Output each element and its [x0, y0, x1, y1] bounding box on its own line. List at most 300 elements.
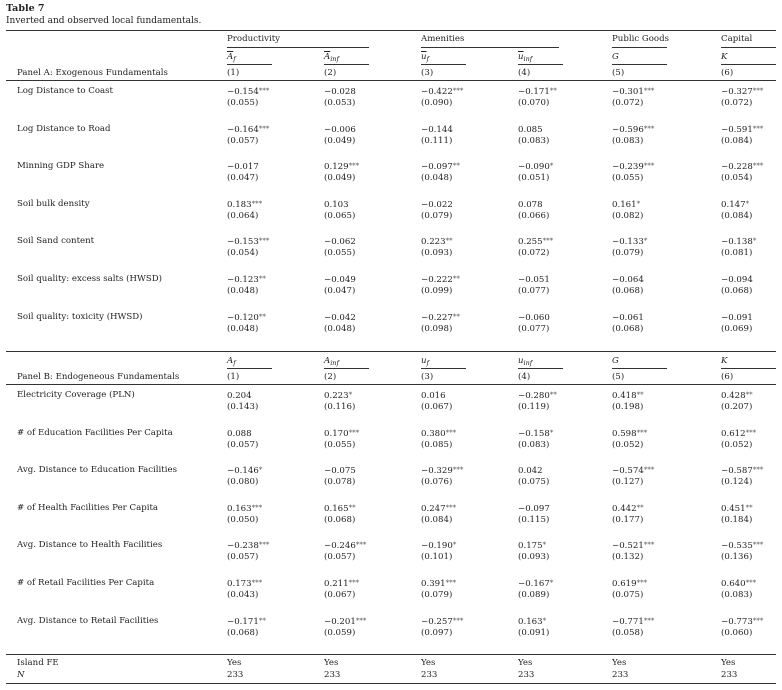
significance-stars: *** [752, 616, 764, 625]
coef-value: −0.075 [324, 466, 356, 477]
row-label: Log Distance to Coast [17, 86, 113, 96]
symbol-underline [324, 368, 369, 369]
coef-cell [518, 540, 546, 551]
footer-value: Yes [721, 658, 736, 668]
coef-value: 0.428 [721, 391, 746, 401]
se-cell: (0.072) [612, 98, 644, 108]
coef-value: 0.147 [721, 199, 746, 210]
coef-value: −0.327 [721, 87, 753, 97]
row-label: Log Distance to Road [17, 123, 111, 134]
se-cell: (0.076) [421, 477, 453, 488]
column-number: (1) [227, 68, 240, 78]
column-symbol: K [721, 52, 728, 62]
coef-cell [721, 465, 763, 476]
group-underline-productivity [227, 47, 369, 48]
coef-value: −0.329 [421, 466, 453, 477]
coef-cell [612, 312, 644, 323]
coef-value: −0.301 [612, 87, 644, 97]
group-header: Amenities [421, 34, 465, 44]
coef-cell [721, 503, 753, 514]
coef-cell [721, 390, 753, 401]
coef-cell [324, 199, 349, 210]
coef-value: −0.091 [721, 312, 753, 323]
footer-value: 233 [518, 670, 535, 680]
symbol-underline [227, 64, 272, 65]
se-cell: (0.083) [721, 590, 753, 600]
coef-value: −0.060 [518, 312, 550, 323]
symbol-underline [324, 64, 369, 65]
coef-cell [518, 274, 550, 285]
coef-cell [721, 274, 753, 285]
coef-cell [227, 274, 266, 285]
coef-cell [227, 465, 262, 476]
se-cell: (0.068) [721, 286, 753, 296]
coef-cell [612, 578, 647, 589]
footer-value: 233 [612, 670, 629, 680]
group-header: Capital [721, 34, 753, 44]
panel-a-label: Panel A: Exogenous Fundamentals [17, 68, 168, 78]
panel-b-top-rule [6, 351, 776, 352]
coef-cell [518, 199, 543, 210]
coef-value: −0.587 [721, 466, 753, 477]
footer-value: Yes [612, 658, 627, 668]
significance-stars: *** [348, 162, 360, 171]
se-cell: (0.084) [721, 135, 753, 146]
column-number: (2) [324, 372, 337, 382]
coef-value: −0.062 [324, 237, 356, 248]
significance-stars: * [258, 466, 263, 475]
row-label: Avg. Distance to Retail Facilities [17, 615, 159, 626]
significance-stars: *** [643, 616, 655, 625]
coef-cell [421, 124, 453, 135]
coef-value: 0.042 [518, 466, 543, 477]
table-caption: Inverted and observed local fundamentals. [6, 16, 202, 26]
coef-value: 0.175 [518, 541, 543, 552]
coef-value: −0.280 [518, 391, 550, 401]
significance-stars: ** [745, 391, 753, 399]
coef-cell [518, 503, 550, 514]
significance-stars: * [752, 237, 757, 246]
significance-stars: *** [258, 87, 270, 95]
se-cell: (0.049) [324, 135, 356, 146]
coef-value: 0.163 [227, 503, 252, 514]
coef-value: −0.097 [518, 503, 550, 514]
coef-cell [227, 616, 266, 627]
coef-value: −0.006 [324, 124, 356, 135]
coef-cell [518, 578, 553, 589]
significance-stars: ** [445, 237, 453, 246]
significance-stars: *** [752, 162, 764, 171]
coef-value: 0.016 [421, 391, 446, 401]
se-cell: (0.119) [518, 402, 550, 412]
se-cell: (0.101) [421, 552, 453, 563]
coef-cell [421, 428, 456, 439]
footer-value: 233 [721, 670, 738, 680]
se-cell: (0.055) [612, 173, 644, 184]
coef-cell [227, 503, 262, 514]
coef-value: −0.239 [612, 162, 644, 173]
se-cell: (0.048) [421, 173, 453, 184]
se-cell: (0.090) [421, 98, 453, 108]
coef-value: 0.085 [518, 124, 543, 135]
coef-value: −0.771 [612, 616, 644, 627]
se-cell: (0.091) [518, 627, 550, 638]
row-label: Minning GDP Share [17, 161, 105, 172]
coef-value: 0.640 [721, 579, 746, 589]
significance-stars: *** [643, 162, 655, 171]
coef-value: −0.591 [721, 124, 753, 135]
se-cell: (0.069) [721, 323, 753, 334]
coef-cell [612, 503, 644, 514]
significance-stars: *** [355, 616, 367, 625]
symbol-underline [612, 64, 667, 65]
coef-value: 0.088 [227, 428, 252, 439]
coef-value: 0.612 [721, 428, 746, 439]
significance-stars: *** [636, 428, 648, 437]
se-cell: (0.098) [421, 323, 453, 334]
coef-value: −0.171 [227, 616, 259, 627]
footer-value: Yes [324, 658, 339, 668]
se-cell: (0.207) [721, 402, 753, 412]
coef-value: −0.153 [227, 237, 259, 248]
se-cell: (0.082) [612, 210, 644, 221]
coef-cell [421, 161, 460, 172]
se-cell: (0.058) [612, 627, 644, 638]
se-cell: (0.093) [421, 248, 453, 259]
row-label: Electricity Coverage (PLN) [17, 390, 135, 400]
se-cell: (0.084) [721, 210, 753, 221]
se-cell: (0.132) [612, 552, 644, 563]
coef-value: −0.094 [721, 275, 753, 285]
coef-cell [612, 161, 654, 172]
significance-stars: * [636, 199, 641, 208]
coef-cell [421, 199, 453, 210]
row-label: Avg. Distance to Health Facilities [17, 540, 163, 551]
coef-cell [421, 312, 460, 323]
coef-cell [421, 86, 463, 97]
coef-value: −0.120 [227, 312, 259, 323]
coef-cell [324, 161, 359, 172]
significance-stars: *** [445, 428, 457, 437]
coef-cell [421, 540, 456, 551]
se-cell: (0.059) [324, 627, 356, 638]
significance-stars: *** [643, 124, 655, 133]
se-cell: (0.111) [421, 135, 453, 146]
significance-stars: ** [258, 275, 266, 283]
se-cell: (0.068) [612, 323, 644, 334]
column-number: (5) [612, 372, 625, 382]
table-title: Table 7 [6, 3, 45, 14]
bottom-rule [6, 683, 776, 684]
se-cell: (0.057) [227, 439, 259, 450]
coef-cell [324, 465, 356, 476]
coef-value: −0.164 [227, 124, 259, 135]
se-cell: (0.049) [324, 173, 356, 184]
significance-stars: *** [752, 541, 764, 550]
coef-cell [227, 236, 269, 247]
significance-stars: * [542, 616, 547, 625]
se-cell: (0.177) [612, 514, 644, 525]
se-cell: (0.065) [324, 210, 356, 221]
coef-cell [721, 199, 749, 210]
coef-value: −0.049 [324, 275, 356, 285]
se-cell: (0.048) [227, 323, 259, 334]
column-symbol: G [612, 52, 619, 62]
coef-value: −0.051 [518, 275, 550, 285]
coef-value: −0.028 [324, 87, 356, 97]
column-symbol: G [612, 356, 619, 366]
coef-cell [612, 616, 654, 627]
coef-cell [421, 274, 460, 285]
se-cell: (0.047) [324, 286, 356, 296]
coef-cell [421, 390, 446, 401]
se-cell: (0.143) [227, 402, 259, 412]
coef-value: 0.223 [421, 237, 446, 248]
coef-value: 0.223 [324, 391, 349, 401]
panel-a-rule [6, 80, 776, 81]
group-underline-amenities [421, 47, 559, 48]
se-cell: (0.055) [227, 98, 259, 108]
significance-stars: ** [452, 162, 460, 171]
se-cell: (0.066) [518, 210, 550, 221]
se-cell: (0.055) [324, 439, 356, 450]
significance-stars: ** [745, 503, 753, 512]
column-symbol: $\overline{A}_f$ [227, 52, 236, 63]
se-cell: (0.075) [518, 477, 550, 488]
coef-cell [421, 616, 463, 627]
coef-value: −0.574 [612, 466, 644, 477]
footer-value: Yes [421, 658, 436, 668]
coef-cell [612, 86, 654, 97]
coef-cell [324, 503, 356, 514]
footer-rule [6, 654, 776, 655]
coef-value: 0.391 [421, 579, 446, 589]
significance-stars: ** [258, 312, 266, 321]
se-cell: (0.047) [227, 173, 259, 184]
group-underline-capital [721, 47, 776, 48]
coef-value: 0.598 [612, 428, 637, 439]
symbol-underline [421, 64, 466, 65]
coef-value: −0.017 [227, 162, 259, 173]
coef-cell [612, 390, 644, 401]
coef-cell [518, 390, 557, 401]
se-cell: (0.127) [612, 477, 644, 488]
coef-cell [518, 312, 550, 323]
coef-value: −0.138 [721, 237, 753, 248]
significance-stars: *** [251, 503, 263, 512]
coef-cell [721, 578, 756, 589]
significance-stars: *** [745, 428, 757, 437]
se-cell: (0.055) [324, 248, 356, 259]
significance-stars: * [745, 199, 750, 208]
coef-cell [324, 428, 359, 439]
coef-cell [721, 540, 763, 551]
significance-stars: ** [549, 391, 557, 399]
coef-cell [721, 616, 763, 627]
se-cell: (0.089) [518, 590, 550, 600]
symbol-underline [518, 368, 563, 369]
significance-stars: *** [452, 466, 464, 475]
row-label: Soil bulk density [17, 198, 90, 209]
coef-value: 0.165 [324, 503, 349, 514]
coef-cell [518, 616, 546, 627]
se-cell: (0.124) [721, 477, 753, 488]
coef-cell [518, 236, 553, 247]
row-label: # of Retail Facilities Per Capita [17, 578, 155, 588]
coef-value: −0.064 [612, 275, 644, 285]
coef-cell [227, 199, 262, 210]
significance-stars: *** [752, 124, 764, 133]
se-cell: (0.136) [721, 552, 753, 563]
coef-cell [227, 578, 262, 589]
se-cell: (0.081) [721, 248, 753, 259]
coef-value: −0.167 [518, 579, 550, 589]
significance-stars: *** [643, 541, 655, 550]
coef-value: −0.158 [518, 428, 550, 439]
coef-value: −0.521 [612, 541, 644, 552]
se-cell: (0.077) [518, 323, 550, 334]
coef-value: 0.204 [227, 391, 252, 401]
significance-stars: *** [251, 579, 263, 587]
coef-cell [518, 465, 543, 476]
se-cell: (0.057) [227, 552, 259, 563]
se-cell: (0.075) [612, 590, 644, 600]
coef-cell [721, 124, 763, 135]
coef-value: 0.211 [324, 579, 349, 589]
se-cell: (0.079) [421, 590, 453, 600]
significance-stars: *** [258, 541, 270, 550]
coef-value: −0.227 [421, 312, 453, 323]
significance-stars: ** [452, 275, 460, 283]
significance-stars: * [542, 541, 547, 550]
coef-cell [324, 86, 356, 97]
symbol-underline [612, 368, 667, 369]
coef-cell [518, 428, 553, 439]
se-cell: (0.083) [518, 135, 550, 146]
coef-cell [324, 312, 356, 323]
coef-value: 0.418 [612, 391, 637, 401]
coef-value: 0.103 [324, 199, 349, 210]
coef-value: −0.171 [518, 87, 550, 97]
coef-value: 0.078 [518, 199, 543, 210]
se-cell: (0.048) [324, 323, 356, 334]
significance-stars: *** [643, 87, 655, 95]
se-cell: (0.184) [721, 514, 753, 525]
coef-cell [612, 428, 647, 439]
se-cell: (0.068) [612, 286, 644, 296]
significance-stars: * [452, 541, 457, 550]
coef-cell [612, 465, 654, 476]
coef-value: −0.773 [721, 616, 753, 627]
top-rule [6, 30, 776, 31]
significance-stars: *** [752, 87, 764, 95]
significance-stars: * [549, 428, 554, 437]
coef-cell [721, 86, 763, 97]
significance-stars: *** [251, 199, 263, 208]
se-cell: (0.057) [324, 552, 356, 563]
se-cell: (0.093) [518, 552, 550, 563]
coef-cell [227, 161, 259, 172]
coef-value: 0.173 [227, 579, 252, 589]
se-cell: (0.097) [421, 627, 453, 638]
coef-value: 0.247 [421, 503, 446, 514]
symbol-underline [721, 368, 776, 369]
se-cell: (0.072) [518, 248, 550, 259]
coef-value: −0.133 [612, 237, 644, 248]
se-cell: (0.115) [518, 514, 550, 525]
symbol-underline [421, 368, 466, 369]
column-number: (6) [721, 372, 734, 382]
coef-cell [612, 540, 654, 551]
coef-cell [612, 199, 640, 210]
footer-label: Island FE [17, 658, 59, 668]
row-label: # of Health Facilities Per Capita [17, 502, 159, 513]
coef-cell [721, 428, 756, 439]
significance-stars: ** [348, 503, 356, 512]
significance-stars: * [549, 579, 554, 587]
coef-cell [518, 161, 553, 172]
se-cell: (0.068) [324, 514, 356, 525]
coef-value: 0.161 [612, 199, 637, 210]
row-label: Avg. Distance to Education Facilities [17, 465, 177, 476]
column-number: (4) [518, 372, 531, 382]
row-label: Soil quality: excess salts (HWSD) [17, 274, 162, 284]
significance-stars: * [643, 237, 648, 246]
symbol-underline [721, 64, 776, 65]
coef-value: −0.154 [227, 87, 259, 97]
significance-stars: *** [258, 237, 270, 246]
significance-stars: ** [636, 503, 644, 512]
se-cell: (0.116) [324, 402, 356, 412]
column-number: (2) [324, 68, 337, 78]
coef-value: 0.163 [518, 616, 543, 627]
coef-value: 0.183 [227, 199, 252, 210]
coef-cell [324, 616, 366, 627]
coef-cell [324, 390, 352, 401]
coef-cell [612, 236, 647, 247]
se-cell: (0.079) [612, 248, 644, 259]
significance-stars: *** [643, 466, 655, 475]
se-cell: (0.080) [227, 477, 259, 488]
se-cell: (0.064) [227, 210, 259, 221]
coef-cell [227, 390, 252, 401]
coef-cell [518, 124, 543, 135]
se-cell: (0.060) [721, 627, 753, 638]
coef-value: 0.442 [612, 503, 637, 514]
coef-value: −0.146 [227, 466, 259, 477]
significance-stars: *** [542, 237, 554, 246]
se-cell: (0.067) [324, 590, 356, 600]
column-symbol: $\overline{u}_{inf}$ [518, 52, 533, 63]
coef-cell [324, 578, 359, 589]
panel-b-rule [6, 384, 776, 385]
se-cell: (0.043) [227, 590, 259, 600]
coef-cell [612, 274, 644, 285]
significance-stars: ** [636, 391, 644, 399]
column-number: (3) [421, 68, 434, 78]
coef-value: 0.380 [421, 428, 446, 439]
se-cell: (0.051) [518, 173, 550, 184]
coef-cell [227, 428, 252, 439]
coef-value: −0.097 [421, 162, 453, 173]
column-number: (6) [721, 68, 734, 78]
se-cell: (0.077) [518, 286, 550, 296]
footer-value: 233 [227, 670, 244, 680]
coef-value: 0.619 [612, 579, 637, 589]
group-header: Productivity [227, 34, 281, 44]
significance-stars: *** [445, 579, 457, 587]
coef-cell [518, 86, 557, 97]
